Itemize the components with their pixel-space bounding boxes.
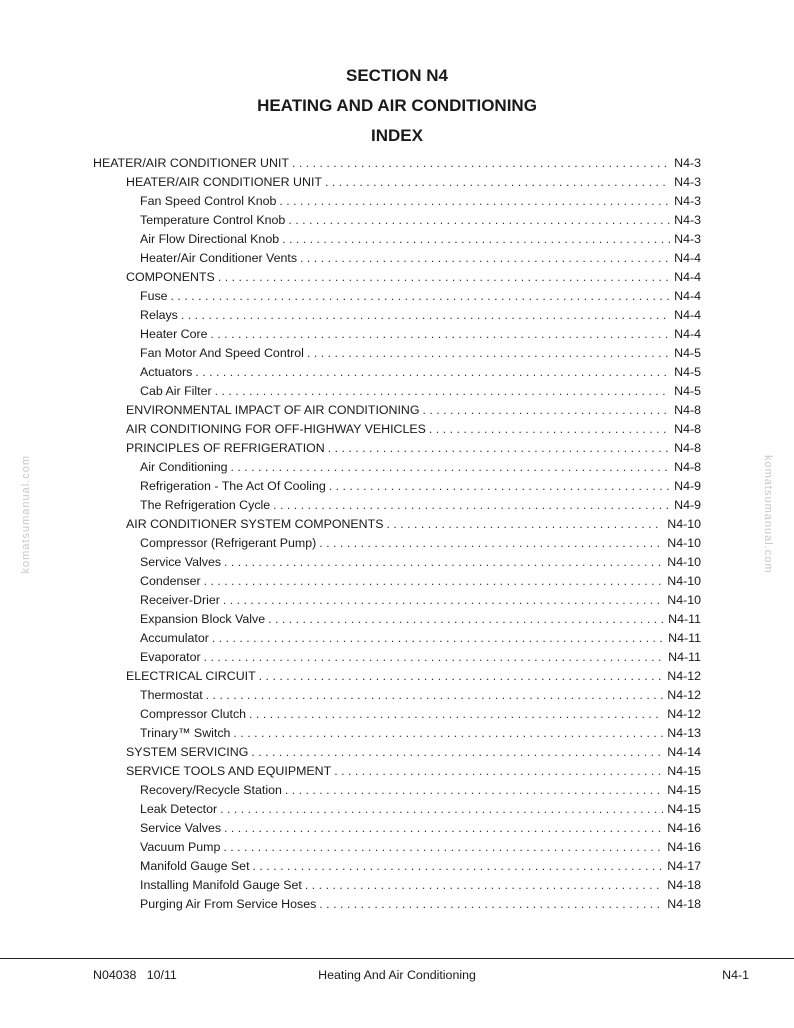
toc-entry-page: N4-11 bbox=[668, 631, 701, 645]
toc-entry-page: N4-3 bbox=[674, 232, 701, 246]
toc-entry-title: SYSTEM SERVICING bbox=[126, 745, 249, 759]
toc-entry bbox=[93, 857, 701, 876]
toc-entry bbox=[93, 211, 701, 230]
footer-doc-code: N04038 10/11 bbox=[93, 968, 177, 982]
toc-entry-page: N4-14 bbox=[667, 745, 701, 759]
toc-leader-dots bbox=[220, 800, 663, 819]
toc-entry-page: N4-4 bbox=[674, 270, 701, 284]
toc-entry bbox=[93, 534, 701, 553]
toc-leader-dots bbox=[204, 572, 664, 591]
toc-entry-title: Service Valves bbox=[140, 555, 222, 569]
toc-entry-page: N4-15 bbox=[667, 783, 701, 797]
toc-entry-page: N4-8 bbox=[674, 441, 701, 455]
toc-entry-title: Recovery/Recycle Station bbox=[140, 783, 282, 797]
toc-entry bbox=[93, 895, 701, 914]
toc-leader-dots bbox=[285, 781, 663, 800]
toc-leader-dots bbox=[251, 743, 663, 762]
toc-entry-page: N4-3 bbox=[674, 175, 701, 189]
toc-entry-title: Temperature Control Knob bbox=[140, 213, 286, 227]
toc-leader-dots bbox=[386, 515, 663, 534]
toc-entry bbox=[93, 667, 701, 686]
table-of-contents bbox=[93, 154, 701, 914]
toc-leader-dots bbox=[328, 439, 670, 458]
toc-entry-page: N4-12 bbox=[667, 707, 701, 721]
toc-entry-title: COMPONENTS bbox=[126, 270, 215, 284]
toc-entry bbox=[93, 838, 701, 857]
toc-entry bbox=[93, 610, 701, 629]
toc-entry bbox=[93, 325, 701, 344]
toc-entry bbox=[93, 477, 701, 496]
toc-entry-page: N4-12 bbox=[667, 669, 701, 683]
toc-entry-title: Purging Air From Service Hoses bbox=[140, 897, 317, 911]
toc-entry-page: N4-4 bbox=[674, 308, 701, 322]
toc-leader-dots bbox=[282, 230, 670, 249]
toc-entry-page: N4-3 bbox=[674, 194, 701, 208]
toc-leader-dots bbox=[233, 724, 663, 743]
toc-entry bbox=[93, 420, 701, 439]
toc-entry bbox=[93, 762, 701, 781]
toc-entry bbox=[93, 344, 701, 363]
toc-entry-page: N4-10 bbox=[667, 574, 701, 588]
toc-leader-dots bbox=[249, 705, 663, 724]
toc-entry-title: Heater/Air Conditioner Vents bbox=[140, 251, 298, 265]
toc-entry bbox=[93, 458, 701, 477]
toc-entry bbox=[93, 439, 701, 458]
toc-leader-dots bbox=[288, 211, 670, 230]
toc-entry-title: SERVICE TOOLS AND EQUIPMENT bbox=[126, 764, 332, 778]
toc-entry-title: AIR CONDITIONING FOR OFF-HIGHWAY VEHICLES bbox=[126, 422, 426, 436]
toc-entry-page: N4-18 bbox=[667, 897, 701, 911]
toc-entry-title: The Refrigeration Cycle bbox=[140, 498, 271, 512]
toc-leader-dots bbox=[195, 363, 670, 382]
toc-entry bbox=[93, 230, 701, 249]
toc-entry bbox=[93, 553, 701, 572]
toc-entry bbox=[93, 496, 701, 515]
toc-entry-title: Refrigeration - The Act Of Cooling bbox=[140, 479, 326, 493]
toc-entry-title: Trinary™ Switch bbox=[140, 726, 231, 740]
toc-entry-title: Service Valves bbox=[140, 821, 222, 835]
toc-leader-dots bbox=[329, 477, 670, 496]
toc-leader-dots bbox=[259, 667, 664, 686]
toc-entry-title: Fan Speed Control Knob bbox=[140, 194, 277, 208]
toc-entry-page: N4-10 bbox=[667, 517, 701, 531]
toc-entry-title: Compressor Clutch bbox=[140, 707, 247, 721]
toc-entry-page: N4-16 bbox=[667, 821, 701, 835]
toc-entry-title: AIR CONDITIONER SYSTEM COMPONENTS bbox=[126, 517, 384, 531]
toc-leader-dots bbox=[325, 173, 670, 192]
toc-leader-dots bbox=[253, 857, 664, 876]
toc-entry bbox=[93, 287, 701, 306]
toc-entry-page: N4-17 bbox=[667, 859, 701, 873]
toc-leader-dots bbox=[204, 648, 665, 667]
toc-entry-page: N4-4 bbox=[674, 289, 701, 303]
toc-entry bbox=[93, 724, 701, 743]
toc-entry-title: Actuators bbox=[140, 365, 193, 379]
toc-entry-title: Vacuum Pump bbox=[140, 840, 221, 854]
toc-leader-dots bbox=[279, 192, 670, 211]
toc-entry-page: N4-3 bbox=[674, 213, 701, 227]
index-heading: INDEX bbox=[371, 126, 423, 145]
footer-page-number: N4-1 bbox=[722, 968, 749, 982]
toc-entry-title: Cab Air Filter bbox=[140, 384, 212, 398]
toc-leader-dots bbox=[292, 154, 670, 173]
toc-leader-dots bbox=[224, 819, 663, 838]
toc-leader-dots bbox=[300, 249, 670, 268]
section-title: HEATING AND AIR CONDITIONING bbox=[257, 96, 537, 115]
toc-entry-title: Evaporator bbox=[140, 650, 201, 664]
toc-entry-title: Expansion Block Valve bbox=[140, 612, 266, 626]
toc-entry-page: N4-4 bbox=[674, 327, 701, 341]
toc-leader-dots bbox=[223, 591, 663, 610]
toc-entry-page: N4-8 bbox=[674, 422, 701, 436]
toc-entry bbox=[93, 306, 701, 325]
toc-leader-dots bbox=[224, 553, 663, 572]
toc-entry-title: Manifold Gauge Set bbox=[140, 859, 250, 873]
toc-entry-title: Accumulator bbox=[140, 631, 209, 645]
toc-entry-title: Air Conditioning bbox=[140, 460, 228, 474]
toc-entry bbox=[93, 268, 701, 287]
toc-entry bbox=[93, 648, 701, 667]
toc-entry-title: HEATER/AIR CONDITIONER UNIT bbox=[126, 175, 322, 189]
toc-entry bbox=[93, 363, 701, 382]
toc-entry bbox=[93, 173, 701, 192]
watermark-right: komatsumanual.com bbox=[762, 455, 774, 574]
toc-entry-title: Relays bbox=[140, 308, 178, 322]
toc-entry-page: N4-12 bbox=[667, 688, 701, 702]
toc-entry-page: N4-8 bbox=[674, 460, 701, 474]
toc-entry-title: PRINCIPLES OF REFRIGERATION bbox=[126, 441, 325, 455]
toc-entry bbox=[93, 401, 701, 420]
toc-entry bbox=[93, 686, 701, 705]
toc-entry-title: Air Flow Directional Knob bbox=[140, 232, 280, 246]
toc-entry bbox=[93, 249, 701, 268]
toc-entry-title: Condenser bbox=[140, 574, 201, 588]
toc-leader-dots bbox=[215, 382, 671, 401]
toc-entry-page: N4-9 bbox=[674, 479, 701, 493]
toc-entry bbox=[93, 515, 701, 534]
toc-entry-page: N4-9 bbox=[674, 498, 701, 512]
footer-divider bbox=[0, 958, 794, 959]
toc-leader-dots bbox=[268, 610, 664, 629]
toc-leader-dots bbox=[423, 401, 671, 420]
toc-entry bbox=[93, 819, 701, 838]
toc-entry bbox=[93, 876, 701, 895]
toc-entry bbox=[93, 629, 701, 648]
toc-leader-dots bbox=[181, 306, 670, 325]
toc-entry-title: ENVIRONMENTAL IMPACT OF AIR CONDITIONING bbox=[126, 403, 420, 417]
toc-entry bbox=[93, 743, 701, 762]
toc-entry-page: N4-13 bbox=[667, 726, 701, 740]
toc-entry bbox=[93, 154, 701, 173]
toc-leader-dots bbox=[230, 458, 670, 477]
toc-leader-dots bbox=[319, 895, 663, 914]
toc-entry-page: N4-10 bbox=[667, 555, 701, 569]
toc-entry-title: Receiver-Drier bbox=[140, 593, 220, 607]
toc-entry-page: N4-18 bbox=[667, 878, 701, 892]
toc-entry-page: N4-10 bbox=[667, 593, 701, 607]
toc-entry bbox=[93, 192, 701, 211]
toc-leader-dots bbox=[218, 268, 670, 287]
toc-entry-page: N4-3 bbox=[674, 156, 701, 170]
toc-entry-page: N4-10 bbox=[667, 536, 701, 550]
toc-leader-dots bbox=[273, 496, 670, 515]
toc-leader-dots bbox=[211, 325, 671, 344]
toc-leader-dots bbox=[171, 287, 671, 306]
toc-leader-dots bbox=[334, 762, 663, 781]
toc-entry-title: Fuse bbox=[140, 289, 168, 303]
toc-entry bbox=[93, 800, 701, 819]
toc-leader-dots bbox=[429, 420, 670, 439]
toc-entry-title: Leak Detector bbox=[140, 802, 218, 816]
toc-entry-title: Fan Motor And Speed Control bbox=[140, 346, 304, 360]
toc-entry-page: N4-5 bbox=[674, 384, 701, 398]
toc-entry-title: Compressor (Refrigerant Pump) bbox=[140, 536, 317, 550]
toc-entry-title: Heater Core bbox=[140, 327, 208, 341]
toc-entry bbox=[93, 382, 701, 401]
toc-entry-page: N4-15 bbox=[667, 802, 701, 816]
toc-entry-title: Installing Manifold Gauge Set bbox=[140, 878, 302, 892]
toc-entry bbox=[93, 705, 701, 724]
toc-entry-title: ELECTRICAL CIRCUIT bbox=[126, 669, 256, 683]
toc-leader-dots bbox=[206, 686, 664, 705]
toc-entry-page: N4-11 bbox=[668, 612, 701, 626]
toc-entry-page: N4-5 bbox=[674, 365, 701, 379]
toc-entry-page: N4-16 bbox=[667, 840, 701, 854]
toc-entry-page: N4-15 bbox=[667, 764, 701, 778]
toc-entry-title: Thermostat bbox=[140, 688, 203, 702]
toc-entry-title: HEATER/AIR CONDITIONER UNIT bbox=[93, 156, 289, 170]
toc-leader-dots bbox=[319, 534, 663, 553]
toc-entry bbox=[93, 781, 701, 800]
toc-leader-dots bbox=[223, 838, 663, 857]
toc-entry-page: N4-4 bbox=[674, 251, 701, 265]
toc-entry bbox=[93, 572, 701, 591]
toc-entry-page: N4-8 bbox=[674, 403, 701, 417]
watermark-left: komatsumanual.com bbox=[20, 455, 32, 574]
toc-entry-page: N4-5 bbox=[674, 346, 701, 360]
toc-leader-dots bbox=[307, 344, 670, 363]
toc-leader-dots bbox=[305, 876, 663, 895]
footer-title: Heating And Air Conditioning bbox=[318, 968, 476, 982]
toc-entry bbox=[93, 591, 701, 610]
section-heading: SECTION N4 bbox=[345, 66, 449, 85]
toc-leader-dots bbox=[212, 629, 664, 648]
toc-entry-page: N4-11 bbox=[668, 650, 701, 664]
